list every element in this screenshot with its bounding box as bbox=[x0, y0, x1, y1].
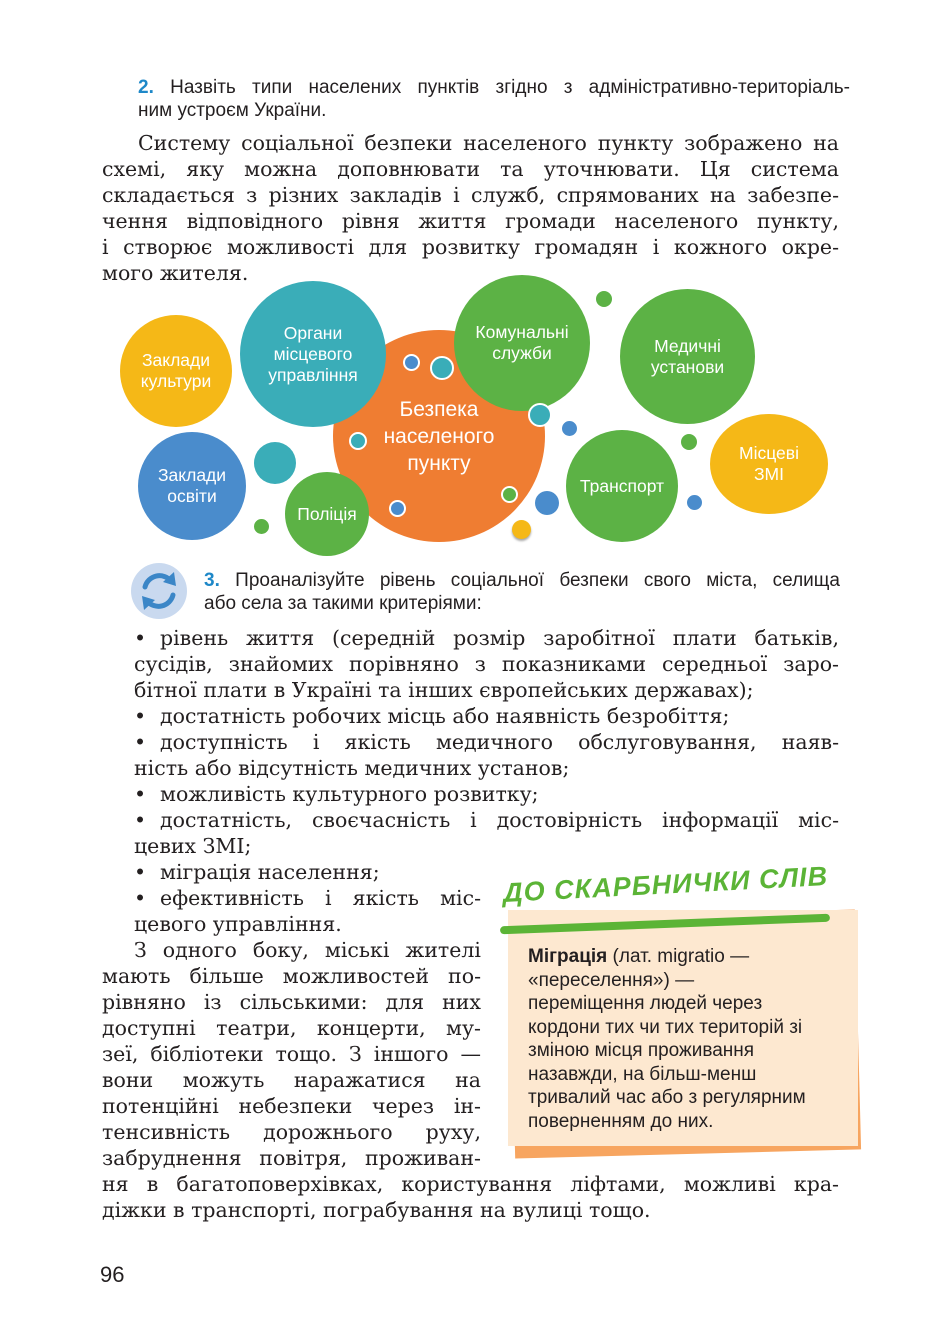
glossary-title: ДО СКАРБНИЧКИ СЛІВ bbox=[502, 861, 829, 909]
question-2-number: 2. bbox=[138, 77, 154, 98]
node-local-media: Місцеві ЗМІ bbox=[710, 414, 828, 514]
question-3 bbox=[204, 569, 840, 615]
criteria-list bbox=[134, 625, 839, 885]
question-2-line-2: ним устроєм України. bbox=[138, 100, 327, 121]
node-transport: Транспорт bbox=[566, 430, 678, 542]
criteria-item: • достатність робочих місць або наявність безробіття; bbox=[134, 704, 730, 728]
glossary-box bbox=[500, 861, 865, 1160]
criteria-list-continued bbox=[134, 885, 481, 937]
decor-dot bbox=[562, 421, 577, 436]
glossary-term: Міграція bbox=[528, 946, 608, 967]
node-education: Заклади освіти bbox=[138, 432, 246, 540]
decor-dot bbox=[681, 434, 697, 450]
intro-line: складається з різних закладів і служб, спрямованих на забезпе- bbox=[102, 183, 839, 207]
criteria-item: • ефективність і якість міс- цевого управління. bbox=[134, 886, 481, 936]
question-2-line-1: 2. Назвіть типи населених пунктів згідно з адміністративно-територіаль- bbox=[138, 77, 851, 98]
decor-dot bbox=[528, 403, 552, 427]
safety-diagram bbox=[0, 270, 935, 560]
criteria-item: • достатність, своєчасність і достовірність інформації міс- цевих ЗМІ; bbox=[134, 808, 839, 858]
center-node: Безпека населеного пункту bbox=[333, 330, 545, 542]
decor-dot bbox=[535, 491, 559, 515]
criteria-item: • доступність і якість медичного обслуговування, наяв- ність або відсутність медичних установ; bbox=[134, 730, 839, 780]
decor-dot bbox=[349, 432, 367, 450]
page-number: 96 bbox=[100, 1262, 125, 1287]
decor-dot bbox=[254, 442, 296, 484]
intro-line: схемі, яку можна доповнювати та уточнювати. Ця система bbox=[102, 157, 839, 181]
node-local-government: Органи місцевого управління bbox=[240, 281, 386, 427]
criteria-item: • міграція населення; bbox=[134, 860, 380, 884]
question-3-number: 3. bbox=[204, 570, 220, 591]
decor-dot bbox=[403, 354, 420, 371]
decor-dot bbox=[512, 520, 531, 539]
intro-paragraph bbox=[102, 130, 839, 286]
intro-line: і створює можливості для розвитку громадян і кожного окре- bbox=[102, 235, 839, 259]
criteria-item: • рівень життя (середній розмір заробітної плати батьків, сусідів, знайомих порівняно з показниками середньої заро- бітної плати в Україні та інших європейських державах); bbox=[134, 626, 839, 702]
decor-dot bbox=[430, 356, 454, 380]
criteria-item: • можливість культурного розвитку; bbox=[134, 782, 539, 806]
closing-paragraph: З одного боку, міські жителі мають більше можливостей по- рівняно із сільськими: для них доступні театри, концерти, му- зеї, бібліотеки тощо. З іншого — вони можуть наражатися на потенційні небезпеки через ін- тенсивність дорожнього руху, забруднення повітря, проживан- bbox=[102, 938, 481, 1170]
node-culture: Заклади культури bbox=[120, 315, 232, 427]
intro-line: Систему соціальної безпеки населеного пункту зображено на bbox=[138, 131, 839, 155]
decor-dot bbox=[501, 486, 518, 503]
refresh-arrows-icon bbox=[128, 560, 190, 622]
node-police: Поліція bbox=[285, 472, 369, 556]
decor-dot bbox=[389, 500, 406, 517]
node-communal-services: Комунальні служби bbox=[454, 275, 590, 411]
decor-dot bbox=[254, 519, 269, 534]
question-2 bbox=[138, 76, 850, 122]
intro-line: мого жителя. bbox=[102, 261, 249, 285]
question-3-line-2: або села за такими критеріями: bbox=[204, 593, 482, 614]
decor-dot bbox=[596, 291, 612, 307]
decor-dot bbox=[687, 495, 702, 510]
intro-line: чення відповідного рівня життя громади населеного пункту, bbox=[102, 209, 839, 233]
question-3-line-1: 3. Проаналізуйте рівень соціальної безпеки свого міста, селища bbox=[204, 570, 840, 591]
node-medical: Медичні установи bbox=[620, 289, 755, 424]
closing-paragraph-end: ня в багатоповерхівках, користування ліфтами, можливі кра- діжки в транспорті, пограбування на вулиці тощо. bbox=[102, 1172, 839, 1222]
glossary-text: Міграція (лат. migratio — «переселення») — переміщення людей через кордони тих чи тих територій зі зміною місця проживання назавжди, на більш-менш тривалий час або з регулярним поверненням до них. bbox=[528, 946, 806, 1132]
